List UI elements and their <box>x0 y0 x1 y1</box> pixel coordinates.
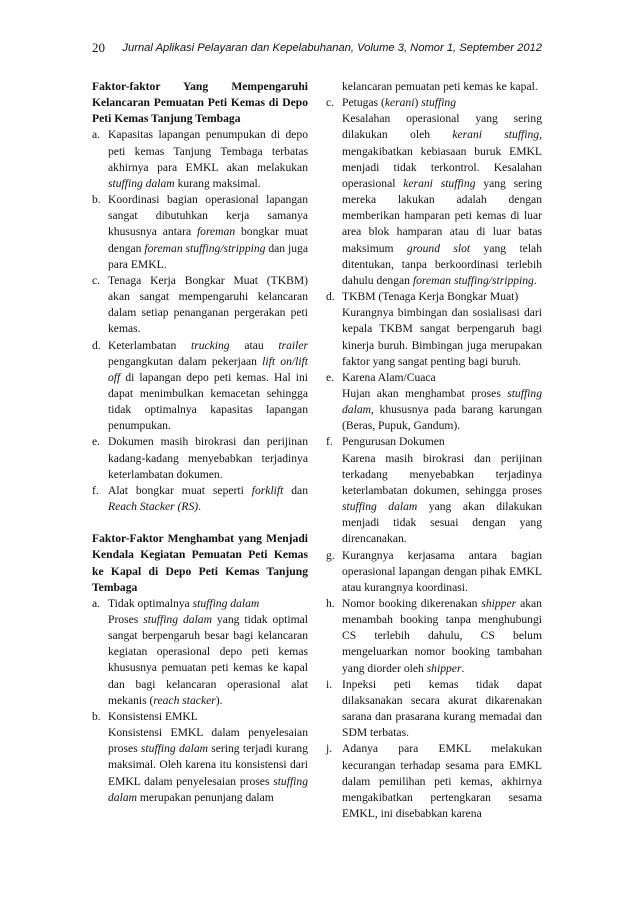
list-marker: c. <box>326 96 335 110</box>
list-item-title: Petugas (kerani) stuffing <box>342 96 457 110</box>
list-item-title: Pengurusan Dokumen <box>342 435 445 449</box>
list-marker: f. <box>326 435 333 449</box>
list-item-title: Tidak optimalnya stuffing dalam <box>108 596 260 610</box>
list-item-text: Inpeksi peti kemas tidak dapat dilaksanakan secara akurat dikarenakan sarana dan prasarana kurang memadai dan SDM terbatas. <box>342 677 542 740</box>
list-item-text: Kapasitas lapangan penumpukan di depo peti kemas Tanjung Tembaga terbatas akhirnya para EMKL akan melakukan stuffing dalam kurang maksimal. <box>108 128 308 190</box>
list-item-text: Alat bongkar muat seperti forklift dan Reach Stacker (RS). <box>108 483 308 514</box>
list-item <box>92 127 308 192</box>
list-item-title: Karena Alam/Cuaca <box>342 370 436 384</box>
list-item-text: Koordinasi bagian operasional lapangan sangat dibutuhkan kerja samanya khususnya antara foreman bongkar muat dengan foreman stuffing/stripping dan juga para EMKL. <box>108 193 308 271</box>
list-item <box>92 709 308 806</box>
list-marker: i. <box>326 677 333 691</box>
list-item <box>326 596 542 677</box>
list-item <box>92 596 308 709</box>
journal-title: Jurnal Aplikasi Pelayaran dan Kepelabuhanan, Volume 3, Nomor 1, September 2012 <box>122 42 542 54</box>
list-item-text: Dokumen masih birokrasi dan perijinan kadang-kadang menyebabkan terjadinya keterlambatan dokumen. <box>108 435 308 481</box>
list-item <box>326 548 542 596</box>
list-marker: c. <box>92 273 101 287</box>
obstacles-list-continued <box>326 79 542 822</box>
list-item <box>326 289 542 370</box>
list-item <box>92 483 308 515</box>
section-gap <box>92 515 308 531</box>
list-item-text: Kesalahan operasional yang sering dilakukan oleh kerani stuffing, mengakibatkan kebiasaan buruk EMKL menjadi tidak terkontrol. Kesalahan operasional kerani stuffing yang sering mereka lakukan adalah dengan memberikan hamparan peti kemas di luar area blok hamparan atau di luar batas maksimum ground slot yang telah ditentukan, tanpa berkoordinasi terlebih dahulu dengan foreman stuffing/stripping. <box>342 112 543 287</box>
list-marker: f. <box>92 483 99 497</box>
list-item <box>92 434 308 482</box>
list-item <box>92 338 308 435</box>
list-item <box>92 273 308 338</box>
list-item-text: Keterlambatan trucking atau trailer pengangkutan dalam pekerjaan lift on/lift off di lapangan depo peti kemas. Hal ini dapat menimbulkan kemacetan sehingga tidak optimalnya kapasitas lapangan penumpukan. <box>108 338 309 433</box>
section-heading-obstacles: Faktor-Faktor Menghambat yang Menjadi Kendala Kegiatan Pemuatan Peti Kemas ke Kapal di Depo Peti Kemas Tanjung Tembaga <box>92 532 308 594</box>
list-item <box>326 434 542 547</box>
list-item <box>326 741 542 822</box>
list-item <box>92 192 308 273</box>
list-item-text: Tenaga Kerja Bongkar Muat (TKBM) akan sangat mempengaruhi kelancaran dalam setiap penanganan pergerakan peti kemas. <box>108 273 308 336</box>
list-marker: a. <box>92 596 101 610</box>
list-item-text: Karena masih birokrasi dan perijinan terkadang menyebabkan terjadinya keterlambatan dokumen, sehingga proses stuffing dalam yang akan dilakukan menjadi tidak sesuai dengan yang direncanakan. <box>342 451 542 546</box>
list-marker: d. <box>92 338 101 352</box>
obstacles-list <box>92 596 308 806</box>
list-item-title: TKBM (Tenaga Kerja Bongkar Muat) <box>342 290 519 304</box>
list-item <box>326 677 542 742</box>
continuation-text: kelancaran pemuatan peti kemas ke kapal. <box>342 80 538 93</box>
list-marker: b. <box>92 193 101 207</box>
list-marker: a. <box>92 128 101 142</box>
page-header <box>92 38 542 58</box>
list-item-text: Adanya para EMKL melakukan kecurangan terhadap sesama para EMKL dalam pemilihan peti kemas, akhirnya mengakibatkan pertengkaran sesama EMKL, ini disebabkan karena <box>342 742 542 821</box>
list-marker: j. <box>326 742 333 756</box>
list-marker: d. <box>326 290 335 304</box>
left-column <box>92 79 308 806</box>
list-item-text: Kurangnya bimbingan dan sosialisasi dari kepala TKBM sangat berpengaruh bagi kinerja buruh. Bimbingan juga merupakan faktor yang sangat penting bagi buruh. <box>342 306 542 368</box>
list-marker: b. <box>92 709 101 723</box>
list-item-text: Konsistensi EMKL dalam penyelesaian proses stuffing dalam sering terjadi kurang maksimal. Oleh karena itu konsistensi dari EMKL dalam penyelesaian proses stuffing dalam merupakan penunjang dalam <box>108 726 308 804</box>
list-marker: e. <box>92 435 101 449</box>
right-column <box>326 79 542 822</box>
list-item <box>326 95 542 289</box>
list-marker: h. <box>326 597 335 610</box>
list-marker: g. <box>326 548 335 562</box>
list-item-title: Konsistensi EMKL <box>108 709 198 723</box>
list-item-text: Hujan akan menghambat proses stuffing dalam, khususnya pada barang karungan (Beras, Pupuk, Gandum). <box>342 386 542 433</box>
list-item <box>326 370 542 435</box>
list-item-continuation <box>326 79 542 95</box>
factors-list <box>92 127 308 515</box>
page-number: 20 <box>92 40 105 55</box>
list-item-text: Proses stuffing dalam yang tidak optimal sangat berpengaruh besar bagi kelancaran kegiatan operasional depo peti kemas khususnya pemuatan peti kemas ke kapal dan bagi kelancaran operasional alat mekanis (reach stacker). <box>108 613 308 707</box>
list-marker: e. <box>326 370 335 384</box>
section-heading-factors: Faktor-faktor Yang Mempengaruhi Kelancaran Pemuatan Peti Kemas di Depo Peti Kemas Tanjung Tembaga <box>92 80 308 126</box>
list-item-text: Nomor booking dikerenakan shipper akan menambah booking tanpa menghubungi CS terlebih dahulu, CS belum mengeluarkan nomor booking tambahan yang diorder oleh shipper. <box>342 597 542 675</box>
list-item-text: Kurangnya kerjasama antara bagian operasional lapangan dengan pihak EMKL atau kurangnya koordinasi. <box>342 548 542 594</box>
